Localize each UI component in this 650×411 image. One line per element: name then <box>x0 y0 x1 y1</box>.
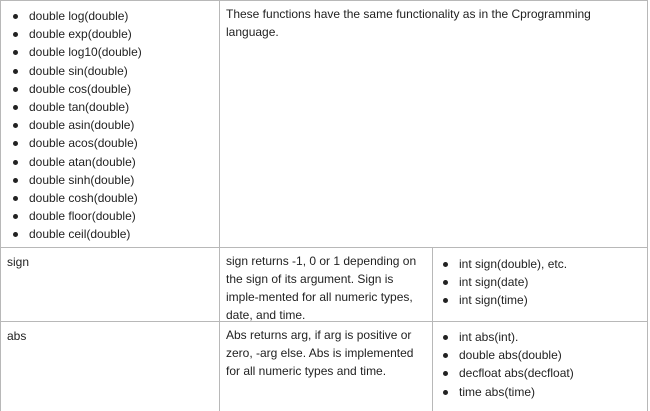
list-item: double exp(double) <box>9 25 211 43</box>
list-item: double abs(double) <box>439 346 641 364</box>
sign-signatures-list <box>439 255 641 310</box>
sign-description-cell <box>220 248 433 322</box>
math-functions-description <box>220 0 648 248</box>
math-functions-list-cell <box>0 0 220 248</box>
list-item: double sin(double) <box>9 62 211 80</box>
list-item: int sign(time) <box>439 291 641 309</box>
list-item: double floor(double) <box>9 207 211 225</box>
list-item: double acos(double) <box>9 134 211 152</box>
abs-signatures-cell <box>433 322 648 411</box>
sign-function-name-cell <box>0 248 220 322</box>
function-name: sign <box>7 255 30 269</box>
list-item: double sinh(double) <box>9 171 211 189</box>
description-text: These functions have the same functionality as in the Cprogramming language. <box>226 7 591 39</box>
abs-description-cell <box>220 322 433 411</box>
abs-signatures-list <box>439 328 641 401</box>
list-item: double cos(double) <box>9 80 211 98</box>
list-item: double tan(double) <box>9 98 211 116</box>
list-item: double cosh(double) <box>9 189 211 207</box>
list-item: double asin(double) <box>9 116 211 134</box>
list-item: double log10(double) <box>9 43 211 61</box>
function-name: abs <box>7 329 27 343</box>
sign-signatures-cell <box>433 248 648 322</box>
abs-function-name-cell <box>0 322 220 411</box>
list-item: double ceil(double) <box>9 225 211 243</box>
math-functions-list <box>9 7 211 243</box>
list-item: int sign(date) <box>439 273 641 291</box>
list-item: int sign(double), etc. <box>439 255 641 273</box>
list-item: decfloat abs(decfloat) <box>439 364 641 382</box>
description-text: Abs returns arg, if arg is positive or zero, -arg else. Abs is implemented for all numeric types and time. <box>226 328 414 378</box>
list-item: double log(double) <box>9 7 211 25</box>
description-text: sign returns -1, 0 or 1 depending on the sign of its argument. Sign is imple-mented for all numeric types, date, and time. <box>226 254 417 322</box>
list-item: double atan(double) <box>9 153 211 171</box>
list-item: int abs(int). <box>439 328 641 346</box>
list-item: time abs(time) <box>439 383 641 401</box>
